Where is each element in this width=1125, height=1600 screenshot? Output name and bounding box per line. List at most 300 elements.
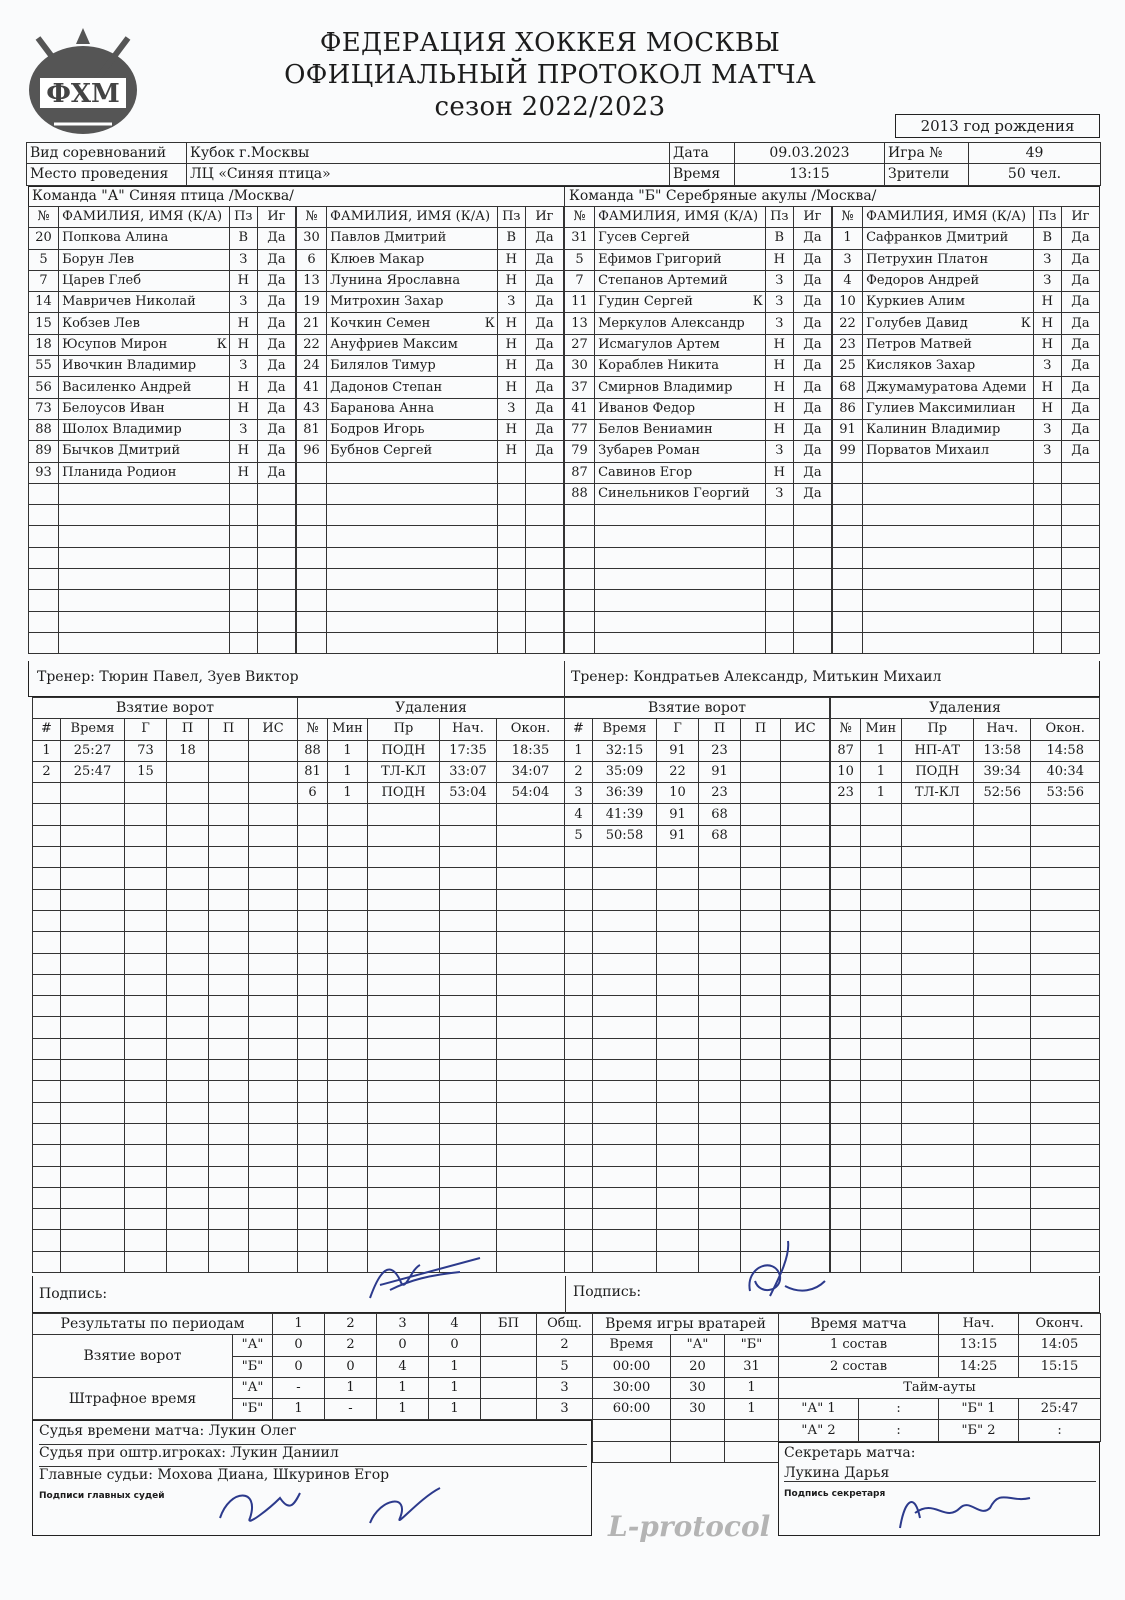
cell: 30:00: [593, 1377, 671, 1398]
table-row: [297, 632, 564, 653]
table-row: [33, 1187, 298, 1208]
roster-cell: [565, 632, 595, 653]
goal-cell: [209, 1123, 249, 1144]
cell: -: [325, 1399, 377, 1420]
roster-cell: [833, 483, 863, 504]
penalty-cell: [901, 932, 974, 953]
goal-cell: 1: [565, 740, 593, 761]
match-time-title: Время матча: [779, 1314, 939, 1335]
roster-cell: [1061, 569, 1099, 590]
roster-cell: [595, 526, 736, 547]
goal-cell: [565, 1038, 593, 1059]
penalty-header: Нач.: [974, 719, 1031, 740]
penalty-cell: [831, 868, 861, 889]
roster-cell: 10: [833, 292, 863, 313]
penalty-cell: [861, 1187, 901, 1208]
table-row: [29, 334, 296, 355]
roster-cell: [199, 377, 229, 398]
roster-cell: Да: [793, 441, 831, 462]
roster-cell: [735, 377, 765, 398]
roster-cell: [199, 419, 229, 440]
roster-cell: [257, 483, 295, 504]
goal-cell: [167, 1017, 209, 1038]
table-row: [833, 356, 1100, 377]
roster-cell: [863, 611, 1004, 632]
game-value: 49: [969, 143, 1101, 164]
goal-cell: [699, 1123, 741, 1144]
goal-cell: [33, 1017, 61, 1038]
goal-cell: [781, 1123, 830, 1144]
table-row: [29, 505, 296, 526]
date-value: 09.03.2023: [735, 143, 885, 164]
roster-cell: 22: [833, 313, 863, 334]
table-row: [831, 1060, 1100, 1081]
roster-cell: Сафранков Дмитрий: [863, 228, 1004, 249]
penalty-cell: [440, 889, 497, 910]
table-row: [565, 569, 832, 590]
roster-cell: 88: [565, 483, 595, 504]
goal-cell: [699, 889, 741, 910]
penalty-cell: 33:07: [440, 761, 497, 782]
roster-cell: [1003, 526, 1033, 547]
goal-cell: [167, 1209, 209, 1230]
periods-pim-label: Штрафное время: [33, 1377, 233, 1420]
penalty-cell: [831, 1123, 861, 1144]
penalty-cell: [861, 889, 901, 910]
penalty-cell: [901, 910, 974, 931]
goal-cell: [565, 953, 593, 974]
roster-cell: 23: [833, 334, 863, 355]
penalty-cell: [440, 825, 497, 846]
penalty-cell: [1031, 1017, 1100, 1038]
roster-play-header: Иг: [1061, 207, 1099, 228]
table-row: [297, 569, 564, 590]
roster-cell: Да: [793, 398, 831, 419]
roster-num-header: №: [297, 207, 327, 228]
penalty-cell: [1031, 1038, 1100, 1059]
table-row: [833, 462, 1100, 483]
roster-cell: [833, 569, 863, 590]
roster-pos-header: Пз: [229, 207, 257, 228]
roster-table: [28, 206, 296, 654]
roster-cell: Митрохин Захар: [327, 292, 468, 313]
penalty-cell: [497, 1038, 565, 1059]
penalty-cell: [368, 889, 440, 910]
roster-cell: [1003, 590, 1033, 611]
penalty-cell: [1031, 1187, 1100, 1208]
table-row: [297, 228, 564, 249]
goal-cell: [565, 1251, 593, 1272]
roster-cell: [467, 505, 497, 526]
goal-cell: [125, 1123, 167, 1144]
goal-cell: [741, 783, 781, 804]
goal-cell: [741, 761, 781, 782]
period-ot-header: БП: [481, 1314, 537, 1335]
penalty-cell: [861, 974, 901, 995]
goals-title: Взятие ворот: [33, 698, 298, 719]
cell: 1: [377, 1377, 429, 1398]
goals-header: П: [699, 719, 741, 740]
table-row: [831, 1187, 1100, 1208]
roster-cell: [327, 505, 468, 526]
penalty-cell: [368, 1145, 440, 1166]
goal-cell: [593, 847, 657, 868]
table-row: [565, 1102, 830, 1123]
roster-cell: [1033, 632, 1061, 653]
goal-cell: [167, 1038, 209, 1059]
goal-cell: [593, 932, 657, 953]
roster-cell: [765, 526, 793, 547]
cell: [481, 1335, 537, 1356]
goal-cell: [741, 1187, 781, 1208]
goal-cell: [565, 1102, 593, 1123]
goal-cell: [209, 1017, 249, 1038]
penalty-cell: [328, 1102, 368, 1123]
penalty-cell: [298, 1209, 328, 1230]
roster-cell: [229, 611, 257, 632]
roster-cell: [59, 611, 200, 632]
goal-cell: [699, 1038, 741, 1059]
roster-cell: З: [765, 441, 793, 462]
goal-cell: [781, 1038, 830, 1059]
penalty-cell: [497, 1017, 565, 1038]
roster-play-header: Иг: [525, 207, 563, 228]
table-row: [831, 974, 1100, 995]
penalty-cell: [861, 825, 901, 846]
table-row: [297, 398, 564, 419]
roster-cell: Да: [525, 441, 563, 462]
penalty-cell: [974, 953, 1031, 974]
roster-cell: [297, 632, 327, 653]
penalty-cell: [298, 932, 328, 953]
roster-cell: [765, 505, 793, 526]
penalty-cell: [974, 1038, 1031, 1059]
roster-cell: Н: [1033, 334, 1061, 355]
goal-cell: [61, 804, 125, 825]
cell: 31: [725, 1356, 779, 1377]
roster-cell: [1061, 505, 1099, 526]
goal-cell: [565, 1017, 593, 1038]
goal-cell: [249, 889, 298, 910]
goal-cell: [167, 996, 209, 1017]
goal-cell: [125, 804, 167, 825]
table-row: [565, 847, 830, 868]
table-row: [33, 1251, 298, 1272]
table-row: [33, 740, 298, 761]
table-row: [298, 953, 565, 974]
goal-cell: [657, 996, 699, 1017]
table-row: [298, 1230, 565, 1251]
penalty-cell: 53:04: [440, 783, 497, 804]
goal-cell: [33, 1081, 61, 1102]
goal-cell: [593, 910, 657, 931]
goal-cell: [167, 804, 209, 825]
table-row: [565, 1038, 830, 1059]
roster-cell: 73: [29, 398, 59, 419]
penalty-cell: [1031, 1230, 1100, 1251]
penalty-cell: 81: [298, 761, 328, 782]
roster-num-header: №: [29, 207, 59, 228]
penalty-cell: [974, 1017, 1031, 1038]
roster-cell: Н: [229, 334, 257, 355]
table-row: [33, 1102, 298, 1123]
roster-cell: З: [497, 292, 525, 313]
goals-header: Время: [593, 719, 657, 740]
penalty-cell: [1031, 889, 1100, 910]
penalty-cell: [328, 1123, 368, 1144]
roster-cell: З: [765, 270, 793, 291]
roster-cell: Н: [765, 356, 793, 377]
goal-cell: [699, 910, 741, 931]
penalty-cell: [831, 889, 861, 910]
goal-cell: [33, 1187, 61, 1208]
roster-cell: Иванов Федор: [595, 398, 736, 419]
goal-cell: [699, 847, 741, 868]
goal-cell: 10: [657, 783, 699, 804]
roster-cell: Петрухин Платон: [863, 249, 1004, 270]
roster-cell: 81: [297, 419, 327, 440]
penalty-cell: [861, 1145, 901, 1166]
roster-name-header: ФАМИЛИЯ, ИМЯ (К/А): [595, 207, 766, 228]
table-row: [565, 825, 830, 846]
goal-cell: [125, 1038, 167, 1059]
roster-cell: [1003, 292, 1033, 313]
team-b-signature: [740, 1236, 830, 1310]
table-row: [29, 632, 296, 653]
roster-cell: 13: [297, 270, 327, 291]
roster-cell: [467, 483, 497, 504]
penalty-cell: [831, 1081, 861, 1102]
penalty-cell: [497, 1123, 565, 1144]
penalty-cell: [974, 868, 1031, 889]
table-row: [831, 1166, 1100, 1187]
roster-cell: Кисляков Захар: [863, 356, 1004, 377]
penalty-cell: [328, 889, 368, 910]
table-row: [831, 804, 1100, 825]
penalty-cell: [368, 1102, 440, 1123]
goal-cell: [657, 1102, 699, 1123]
table-row: [831, 761, 1100, 782]
table-row: [831, 783, 1100, 804]
goal-cell: [33, 783, 61, 804]
goal-cell: [209, 1081, 249, 1102]
period-4-header: 4: [429, 1314, 481, 1335]
roster-cell: 21: [297, 313, 327, 334]
penalty-cell: 1: [328, 761, 368, 782]
goal-cell: 4: [565, 804, 593, 825]
roster-cell: Н: [229, 441, 257, 462]
penalties-title: Удаления: [298, 698, 565, 719]
table-row: [33, 1166, 298, 1187]
roster-cell: Дадонов Степан: [327, 377, 468, 398]
penalty-cell: [861, 953, 901, 974]
goal-cell: [125, 783, 167, 804]
goal-cell: [781, 1081, 830, 1102]
goal-cell: [657, 1209, 699, 1230]
table-row: [565, 889, 830, 910]
cell: 2 состав: [779, 1356, 939, 1377]
roster-b-left: [564, 206, 832, 654]
penalty-cell: [298, 1166, 328, 1187]
roster-num-header: №: [833, 207, 863, 228]
table-row: [831, 1251, 1100, 1272]
roster-cell: 7: [29, 270, 59, 291]
roster-cell: Да: [525, 334, 563, 355]
roster-cell: [735, 398, 765, 419]
goal-cell: [209, 910, 249, 931]
goals-header: #: [565, 719, 593, 740]
penalty-cell: [298, 804, 328, 825]
roster-cell: Степанов Артемий: [595, 270, 736, 291]
team-a-coach: Тренер: Тюрин Павел, Зуев Виктор: [37, 669, 299, 685]
penalty-cell: [328, 847, 368, 868]
goal-cell: [125, 1017, 167, 1038]
goal-cell: [657, 1123, 699, 1144]
penalty-cell: [1031, 910, 1100, 931]
goal-cell: [699, 1081, 741, 1102]
roster-cell: Клюев Макар: [327, 249, 468, 270]
roster-cell: [297, 505, 327, 526]
roster-cell: [327, 590, 468, 611]
table-row: [833, 569, 1100, 590]
roster-cell: В: [497, 228, 525, 249]
goal-cell: [593, 889, 657, 910]
penalty-cell: [298, 847, 328, 868]
penalty-cell: [901, 1187, 974, 1208]
table-row: [565, 1123, 830, 1144]
penalty-cell: [974, 1166, 1031, 1187]
penalty-box-judge: Судья при оштр.игроках: Лукин Даниил: [39, 1445, 587, 1467]
roster-cell: [1061, 483, 1099, 504]
goal-cell: 68: [699, 825, 741, 846]
goal-cell: [167, 910, 209, 931]
penalty-cell: 53:56: [1031, 783, 1100, 804]
penalty-cell: [368, 1060, 440, 1081]
roster-cell: Да: [793, 356, 831, 377]
goal-cell: 32:15: [593, 740, 657, 761]
roster-cell: Лунина Ярославна: [327, 270, 468, 291]
goal-cell: [593, 974, 657, 995]
goal-cell: [781, 889, 830, 910]
roster-cell: Зубарев Роман: [595, 441, 736, 462]
penalty-cell: [497, 1251, 565, 1272]
roster-cell: [29, 505, 59, 526]
roster-cell: [863, 483, 1004, 504]
roster-cell: [833, 632, 863, 653]
roster-cell: [229, 526, 257, 547]
goal-cell: [33, 825, 61, 846]
goal-cell: [209, 1209, 249, 1230]
roster-cell: 22: [297, 334, 327, 355]
goal-cell: [781, 932, 830, 953]
goal-cell: 91: [699, 761, 741, 782]
goal-cell: [781, 1187, 830, 1208]
roster-cell: З: [1033, 356, 1061, 377]
roster-cell: [735, 462, 765, 483]
penalty-cell: [328, 825, 368, 846]
penalty-cell: [1031, 868, 1100, 889]
roster-cell: [467, 441, 497, 462]
penalty-cell: ПОДН: [901, 761, 974, 782]
roster-cell: Планида Родион: [59, 462, 200, 483]
table-row: [833, 377, 1100, 398]
roster-cell: 14: [29, 292, 59, 313]
cell: 15:15: [1019, 1356, 1101, 1377]
table-row: [297, 270, 564, 291]
penalty-cell: НП-АТ: [901, 740, 974, 761]
game-label: Игра №: [885, 143, 969, 164]
penalty-cell: ПОДН: [368, 783, 440, 804]
roster-cell: [297, 483, 327, 504]
goal-cell: [125, 889, 167, 910]
penalty-cell: [440, 868, 497, 889]
penalty-cell: [901, 868, 974, 889]
roster-cell: Царев Глеб: [59, 270, 200, 291]
penalty-cell: [974, 1209, 1031, 1230]
events-b-goals: [564, 697, 830, 1273]
roster-a-right: [296, 206, 564, 654]
roster-cell: [833, 505, 863, 526]
penalty-cell: [328, 1017, 368, 1038]
goal-cell: [167, 761, 209, 782]
penalty-cell: [901, 1017, 974, 1038]
goal-cell: [33, 1230, 61, 1251]
penalty-cell: [298, 1081, 328, 1102]
table-row: [833, 249, 1100, 270]
roster-cell: [735, 547, 765, 568]
table-row: [29, 441, 296, 462]
cell: 1: [725, 1399, 779, 1420]
table-row: [833, 228, 1100, 249]
table-row: [33, 761, 298, 782]
table-row: [33, 889, 298, 910]
table-row: [33, 1060, 298, 1081]
roster-cell: Н: [497, 249, 525, 270]
goal-cell: [593, 1145, 657, 1166]
roster-cell: Белов Вениамин: [595, 419, 736, 440]
penalty-cell: [440, 974, 497, 995]
goal-cell: [209, 1187, 249, 1208]
place-label: Место проведения: [27, 164, 187, 185]
goal-cell: [167, 825, 209, 846]
goal-cell: [125, 1060, 167, 1081]
roster-cell: 91: [833, 419, 863, 440]
penalty-cell: [497, 804, 565, 825]
birth-year: 2013 год рождения: [895, 114, 1100, 138]
roster-cell: [1061, 526, 1099, 547]
cell: 20: [671, 1356, 725, 1377]
penalty-cell: [440, 1187, 497, 1208]
roster-cell: [735, 419, 765, 440]
table-row: [298, 761, 565, 782]
table-row: [565, 632, 832, 653]
penalty-header: Пр: [901, 719, 974, 740]
penalty-cell: 87: [831, 740, 861, 761]
goal-cell: [167, 889, 209, 910]
table-row: [297, 356, 564, 377]
roster-cell: [1003, 270, 1033, 291]
table-row: [833, 590, 1100, 611]
roster-cell: [297, 526, 327, 547]
roster-cell: 77: [565, 419, 595, 440]
goal-cell: [565, 1187, 593, 1208]
period-2-header: 2: [325, 1314, 377, 1335]
roster-cell: [793, 526, 831, 547]
time-label: Время: [670, 164, 735, 185]
roster-cell: [1003, 441, 1033, 462]
penalty-cell: [831, 953, 861, 974]
roster-cell: Н: [229, 398, 257, 419]
